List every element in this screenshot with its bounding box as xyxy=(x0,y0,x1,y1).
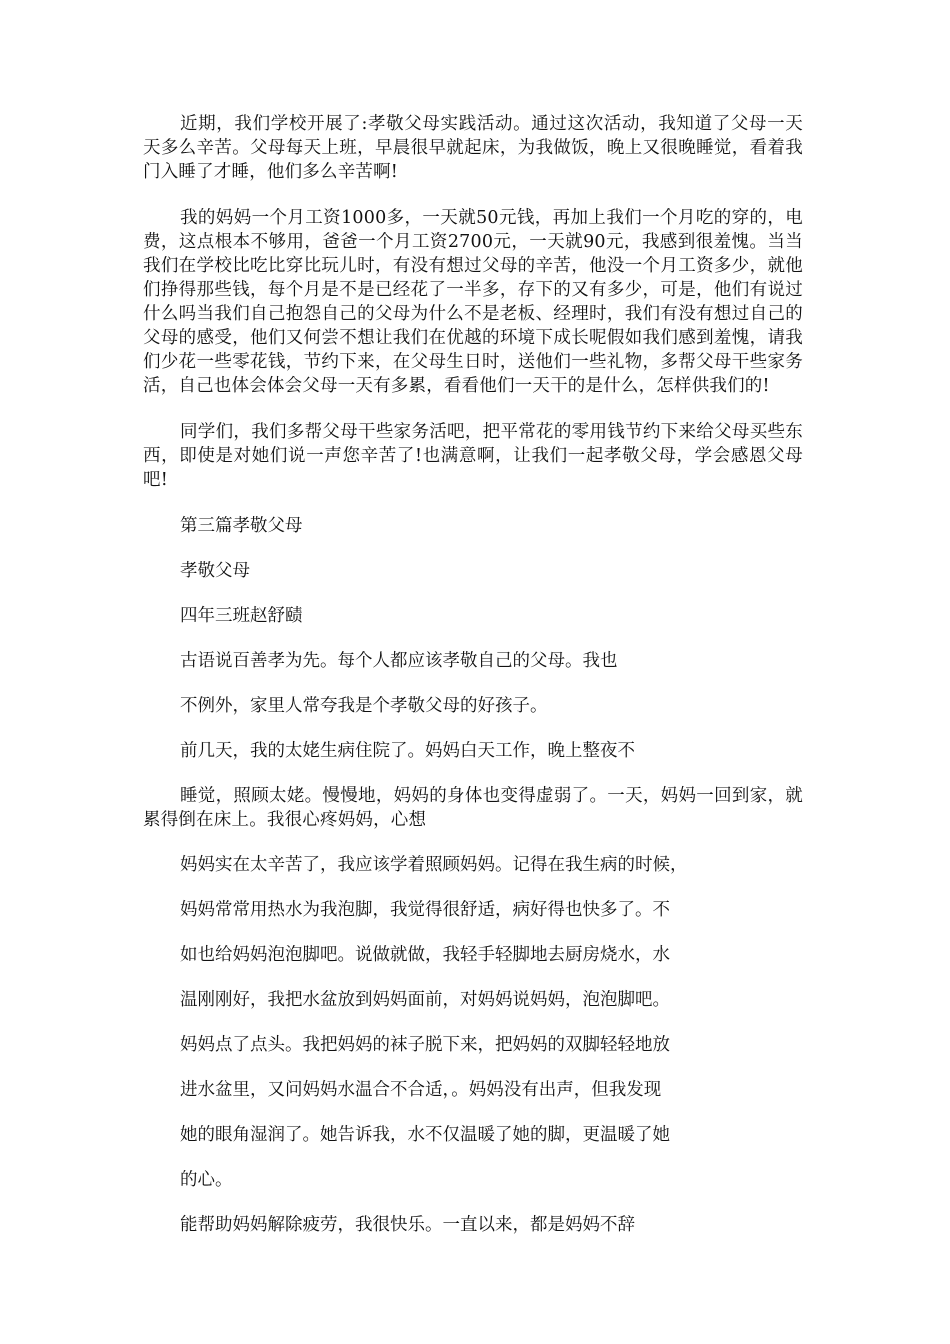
essay-line: 古语说百善孝为先。每个人都应该孝敬自己的父母。我也 xyxy=(180,651,618,671)
essay-line: 前几天，我的太姥生病住院了。妈妈白天工作，晚上整夜不 xyxy=(180,741,635,761)
essay-line: 妈妈实在太辛苦了，我应该学着照顾妈妈。记得在我生病的时候， xyxy=(180,855,688,875)
essay-author: 四年三班赵舒赜 xyxy=(180,606,303,626)
paragraph-2: 我的妈妈一个月工资1000多，一天就50元钱，再加上我们一个月吃的穿的，电费，这点根本不够用，爸爸一个月工资2700元，一天就90元，我感到很羞愧。当当我们在学校比吃比穿比玩儿时，有没有想过父母的辛苦，他没一个月工资多少，就他们挣得那些钱，每个月是不是已经花了一半多，存下的又有多少，可是，他们有说过什么吗当我们自己抱怨自己的父母为什么不是老板、经理时，我们有没有想过自己的父母的感受，他们又何尝不想让我们在优越的环境下成长呢假如我们感到羞愧，请我们少花一些零花钱，节约下来，在父母生日时，送他们一些礼物，多帮父母干些家务活，自己也体会体会父母一天有多累，看看他们一天干的是什么，怎样供我们的! xyxy=(143,208,803,396)
section-heading: 第三篇孝敬父母 xyxy=(180,516,303,536)
essay-line: 她的眼角湿润了。她告诉我，水不仅温暖了她的脚，更温暖了她 xyxy=(180,1125,670,1145)
essay-line: 妈妈点了点头。我把妈妈的袜子脱下来，把妈妈的双脚轻轻地放 xyxy=(180,1035,670,1055)
paragraph-1: 近期，我们学校开展了:孝敬父母实践活动。通过这次活动，我知道了父母一天天多么辛苦。父母每天上班，早晨很早就起床，为我做饭，晚上又很晚睡觉，看着我门入睡了才睡，他们多么辛苦啊! xyxy=(143,114,803,182)
essay-line: 进水盆里，又问妈妈水温合不合适，。妈妈没有出声，但我发现 xyxy=(180,1080,662,1100)
document-body xyxy=(143,112,803,1258)
essay-line: 的心。 xyxy=(180,1170,233,1190)
essay-line: 不例外，家里人常夸我是个孝敬父母的好孩子。 xyxy=(180,696,548,716)
essay-line: 温刚刚好，我把水盆放到妈妈面前，对妈妈说妈妈，泡泡脚吧。 xyxy=(180,990,670,1010)
essay-wrapped-line: 睡觉，照顾太姥。慢慢地，妈妈的身体也变得虚弱了。一天，妈妈一回到家，就累得倒在床上。我很心疼妈妈，心想 xyxy=(143,786,803,830)
essay-line: 能帮助妈妈解除疲劳，我很快乐。一直以来，都是妈妈不辞 xyxy=(180,1215,635,1235)
essay-line: 如也给妈妈泡泡脚吧。说做就做，我轻手轻脚地去厨房烧水，水 xyxy=(180,945,670,965)
essay-line: 妈妈常常用热水为我泡脚，我觉得很舒适，病好得也快多了。不 xyxy=(180,900,670,920)
essay-title: 孝敬父母 xyxy=(180,561,250,581)
paragraph-3: 同学们，我们多帮父母干些家务活吧，把平常花的零用钱节约下来给父母买些东西，即使是对她们说一声您辛苦了!也满意啊，让我们一起孝敬父母，学会感恩父母吧! xyxy=(143,422,803,490)
